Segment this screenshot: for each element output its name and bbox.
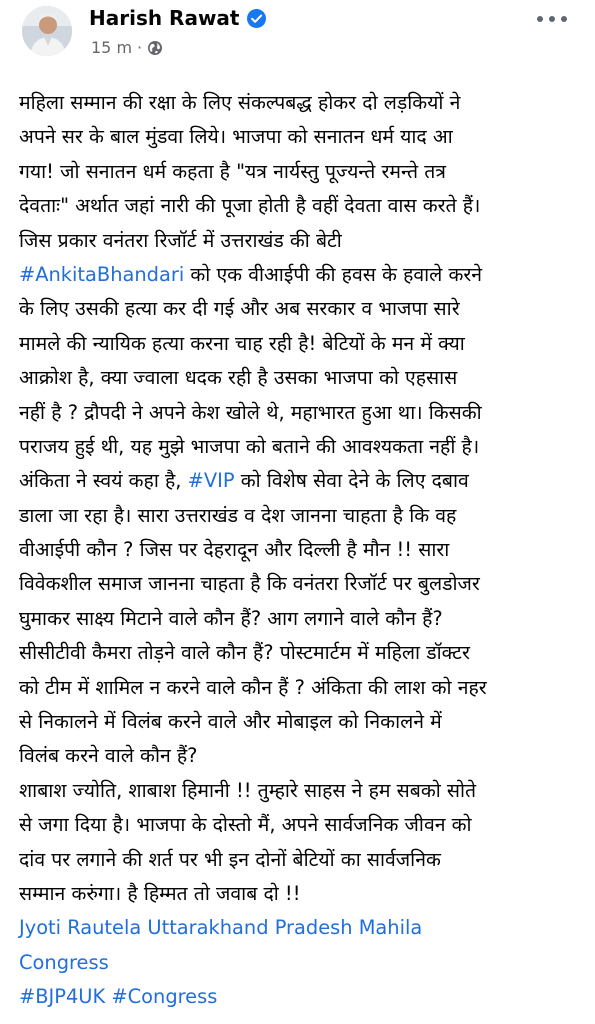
post-text-line [19, 705, 589, 739]
post-text-segment: देवताः" अर्थात जहां नारी की पूजा होती है वहीं देवता वास करते हैं। [19, 194, 481, 218]
more-dot [561, 16, 567, 22]
post-text-line [19, 258, 589, 292]
post-text-segment: को एक वीआईपी की हवस के हवाले करने [184, 262, 483, 286]
post-text-line [19, 671, 589, 705]
hashtag-link[interactable]: #BJP4UK [19, 985, 106, 1009]
hashtag-link[interactable]: #VIP [187, 469, 235, 493]
post-text-line [19, 327, 589, 361]
post-header [0, 0, 595, 64]
post-text-line [19, 567, 589, 601]
post-text-segment: महिला सम्मान की रक्षा के लिए संकल्पबद्ध होकर दो लड़कियों ने [19, 91, 461, 114]
post-text-line [19, 361, 589, 395]
post-text-segment: से निकालने में विलंब करने वाले और मोबाइल को निकालने में [19, 710, 442, 734]
post-text-segment: से जगा दिया है। भाजपा के दोस्तो मैं, अपने सार्वजनिक जीवन को [19, 813, 472, 837]
post-text-line [19, 499, 589, 533]
post-text-segment: मामले की न्यायिक हत्या करना चाह रही है! बेटियों के मन में क्या [19, 331, 465, 355]
profile-link[interactable]: Jyoti Rautela Uttarakhand Pradesh Mahila [19, 916, 423, 940]
more-options-icon[interactable] [537, 10, 567, 28]
post-text-segment: शाबाश ज्योति, शाबाश हिमानी !! तुम्हारे साहस ने हम सबको सोते [19, 778, 477, 802]
post-text-line [19, 808, 589, 842]
post-text-line [19, 980, 589, 1014]
author-name[interactable]: Harish Rawat [89, 6, 240, 30]
post-text-segment: के लिए उसकी हत्या कर दी गई और अब सरकार व भाजपा सारे [19, 297, 460, 321]
post-text-segment: पराजय हुई थी, यह मुझे भाजपा को बताने की आवश्यकता नहीं है। [19, 434, 480, 458]
more-dot [549, 16, 555, 22]
post-text-segment: को टीम में शामिल न करने वाले कौन हैं ? अंकिता की लाश को नहर [19, 675, 487, 699]
hashtag-link[interactable]: #AnkitaBhandari [19, 262, 185, 286]
post-text-line [19, 946, 589, 980]
post-text-segment: डाला जा रहा है। सारा उत्तराखंड व देश जानना चाहता है कि वह [19, 503, 457, 527]
post-text-line [19, 464, 589, 498]
post-text-segment: विलंब करने वाले कौन हैं? [19, 744, 198, 768]
verified-badge-icon [247, 9, 266, 28]
post-text-line [19, 155, 589, 189]
post-text-line [19, 911, 589, 945]
post-text-line [19, 843, 589, 877]
post-text-line [19, 224, 589, 258]
hashtag-link[interactable]: #Congress [111, 985, 218, 1009]
post-text-line [19, 120, 589, 154]
more-dot [537, 16, 543, 22]
post-text-line [19, 396, 589, 430]
meta-separator: · [137, 38, 143, 57]
post-text-line [19, 774, 589, 808]
post-text-segment: को विशेष सेवा देने के लिए दबाव [234, 469, 469, 493]
post-text-line [19, 533, 589, 567]
profile-link[interactable]: Congress [19, 950, 109, 974]
post-text-segment: आक्रोश है, क्या ज्वाला धदक रही है उसका भाजपा को एहसास [19, 366, 458, 390]
post-text-segment: नहीं है ? द्रौपदी ने अपने केश खोले थे, महाभारत हुआ था। किसकी [19, 400, 482, 424]
post-text-segment: अपने सर के बाल मुंडवा लिये। भाजपा को सनातन धर्म याद आ [19, 125, 453, 149]
post-text-line [19, 739, 589, 773]
author-line [89, 6, 266, 30]
post-text-segment: अंकिता ने स्वयं कहा है, [19, 469, 188, 493]
post-text-segment: गया! जो सनातन धर्म कहता है "यत्र नार्यस्तु पूज्यन्ते रमन्ते तत्र [19, 159, 446, 183]
post-text-line [19, 602, 589, 636]
post-text-line [19, 636, 589, 670]
post-text-segment: जिस प्रकार वनंतरा रिजॉर्ट में उत्तराखंड की बेटी [19, 228, 342, 252]
post-timestamp[interactable]: 15 m [91, 38, 133, 57]
post-text-segment: घुमाकर साक्ष्य मिटाने वाले कौन हैं? आग लगाने वाले कौन हैं? [19, 606, 443, 630]
post-text-segment: सीसीटीवी कैमरा तोड़ने वाले कौन हैं? पोस्टमार्टम में महिला डॉक्टर [19, 641, 470, 665]
post-text-line [19, 86, 589, 120]
post-text-line [19, 430, 589, 464]
post-meta [91, 38, 163, 57]
post-text-segment: सम्मान करुंगा। है हिम्मत तो जवाब दो !! [19, 881, 301, 905]
post-text-line [19, 292, 589, 326]
post-text [19, 86, 589, 1015]
author-avatar[interactable] [22, 6, 72, 56]
post-text-segment: वीआईपी कौन ? जिस पर देहरादून और दिल्ली है मौन !! सारा [19, 538, 450, 562]
post-text-segment: विवेकशील समाज जानना चाहता है कि वनंतरा रिजॉर्ट पर बुलडोजर [19, 572, 480, 596]
post-text-segment: दांव पर लगाने की शर्त पर भी इन दोनों बेटियों का सार्वजनिक [19, 847, 441, 871]
post-text-line [19, 877, 589, 911]
globe-icon[interactable] [147, 40, 163, 56]
post-text-line [19, 189, 589, 223]
